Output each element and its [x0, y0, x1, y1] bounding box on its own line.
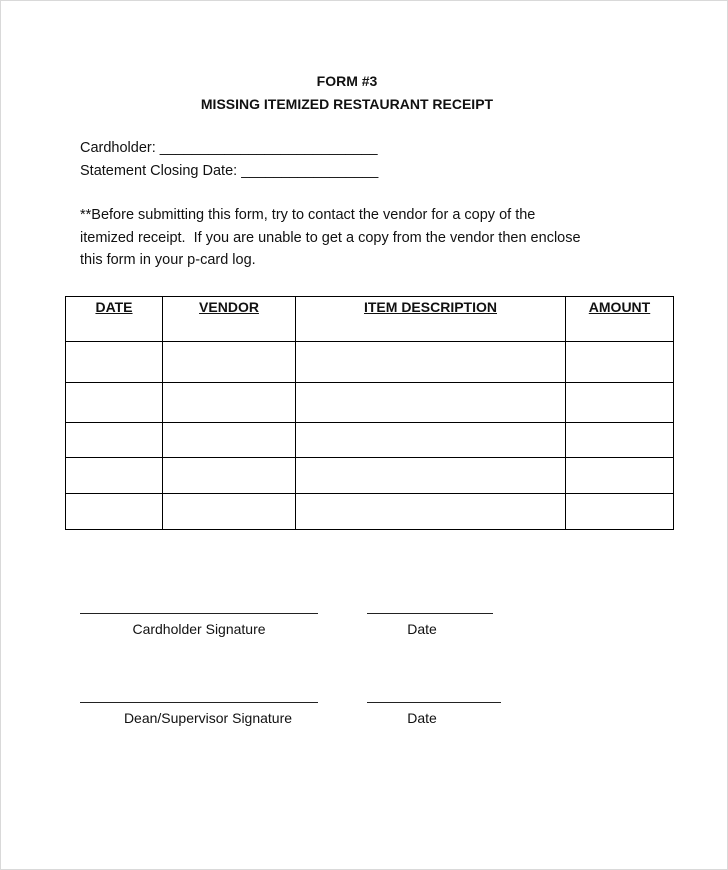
item-description-cell[interactable]	[296, 423, 566, 458]
table-header-row	[66, 297, 674, 342]
supervisor-date-line[interactable]	[367, 702, 501, 703]
vendor-cell[interactable]	[163, 458, 296, 494]
item-description-cell[interactable]	[296, 342, 566, 383]
column-header-amount: AMOUNT	[566, 297, 674, 342]
item-description-cell[interactable]	[296, 458, 566, 494]
column-header-vendor: VENDOR	[163, 297, 296, 342]
cardholder-date-line[interactable]	[367, 613, 493, 614]
supervisor-signature-label: Dean/Supervisor Signature	[123, 710, 293, 726]
item-description-cell[interactable]	[296, 494, 566, 530]
supervisor-date-label: Date	[407, 710, 437, 726]
cardholder-signature-label: Cardholder Signature	[132, 621, 266, 637]
table-row	[66, 383, 674, 423]
receipt-items-table	[65, 296, 674, 530]
date-cell[interactable]	[66, 458, 163, 494]
statement-closing-date-field: Statement Closing Date: _________________	[80, 163, 379, 179]
amount-cell[interactable]	[566, 423, 674, 458]
amount-cell[interactable]	[566, 458, 674, 494]
vendor-cell[interactable]	[163, 423, 296, 458]
amount-cell[interactable]	[566, 383, 674, 423]
cardholder-signature-line[interactable]	[80, 613, 318, 614]
amount-cell[interactable]	[566, 342, 674, 383]
cardholder-date-label: Date	[407, 621, 437, 637]
date-cell[interactable]	[66, 494, 163, 530]
instruction-note-line-3: this form in your p-card log.	[80, 252, 256, 268]
item-description-cell[interactable]	[296, 383, 566, 423]
instruction-note-line-2: itemized receipt. If you are unable to get a copy from the vendor then enclose	[80, 230, 581, 246]
vendor-cell[interactable]	[163, 494, 296, 530]
form-number-title: FORM #3	[316, 73, 378, 89]
date-cell[interactable]	[66, 342, 163, 383]
vendor-cell[interactable]	[163, 383, 296, 423]
instruction-note-line-1: **Before submitting this form, try to contact the vendor for a copy of the	[80, 207, 536, 223]
table-row	[66, 423, 674, 458]
form-subtitle: MISSING ITEMIZED RESTAURANT RECEIPT	[200, 96, 494, 112]
column-header-item-description: ITEM DESCRIPTION	[296, 297, 566, 342]
table-row	[66, 458, 674, 494]
table-row	[66, 494, 674, 530]
date-cell[interactable]	[66, 423, 163, 458]
vendor-cell[interactable]	[163, 342, 296, 383]
column-header-date: DATE	[66, 297, 163, 342]
amount-cell[interactable]	[566, 494, 674, 530]
table-row	[66, 342, 674, 383]
cardholder-field: Cardholder: ___________________________	[80, 140, 378, 156]
supervisor-signature-line[interactable]	[80, 702, 318, 703]
date-cell[interactable]	[66, 383, 163, 423]
